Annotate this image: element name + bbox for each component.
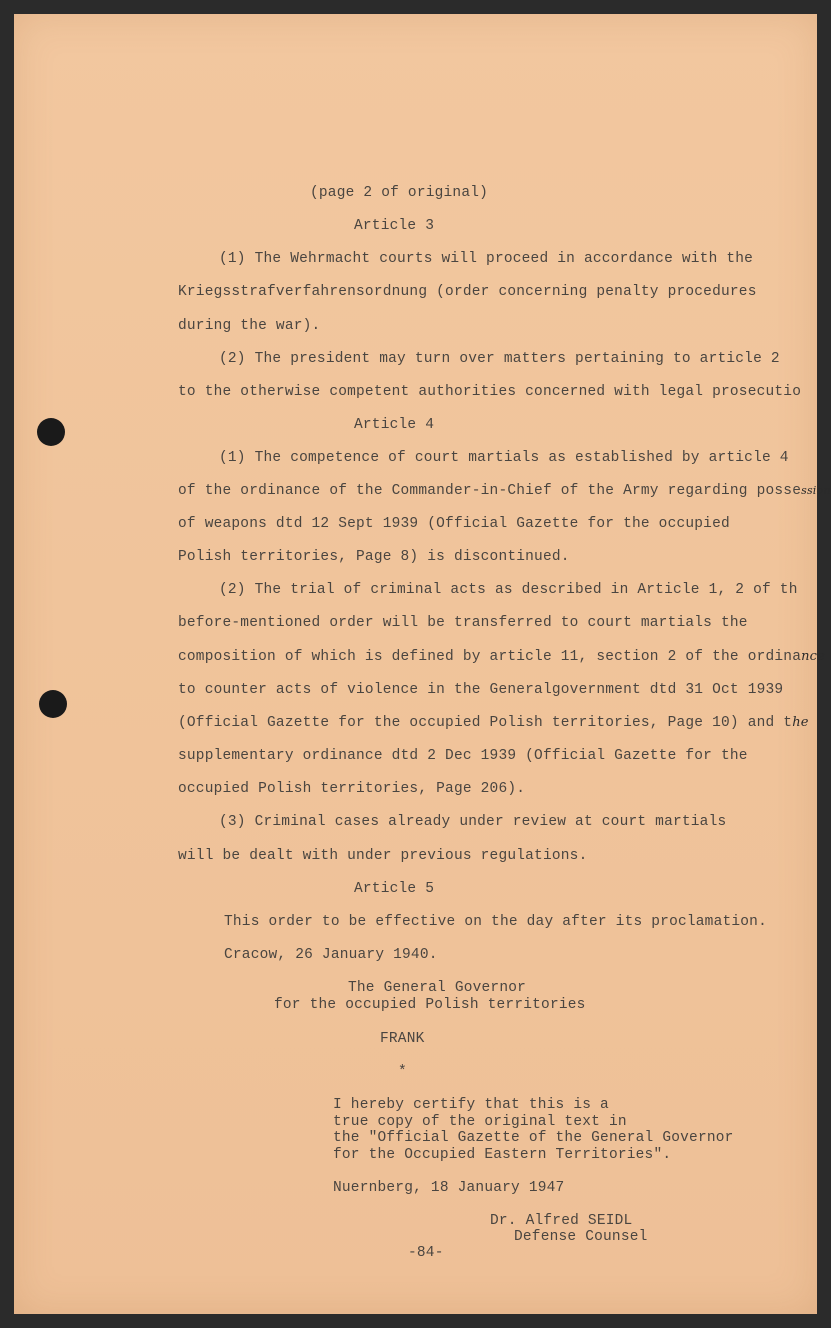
certification-line3: the "Official Gazette of the General Governor <box>333 1130 734 1146</box>
counsel-name: Dr. Alfred SEIDL <box>490 1213 633 1229</box>
article-4-p2-line5 <box>178 714 809 732</box>
signatory-line1: The General Governor <box>348 980 527 996</box>
article-4-p3-line2: will be dealt with under previous regulations. <box>178 848 588 864</box>
article-3-p2-line1: (2) The president may turn over matters pertaining to article 2 <box>219 351 780 367</box>
handwritten-correction: ssion <box>801 484 831 497</box>
article-4-p2-line4: to counter acts of violence in the Generalgovernment dtd 31 Oct 1939 <box>178 682 784 698</box>
article-5-heading: Article 5 <box>354 881 435 897</box>
handwritten-correction: nce <box>801 649 826 664</box>
signatory-line2: for the occupied Polish territories <box>274 997 586 1013</box>
handwritten-correction: he <box>792 715 809 730</box>
counsel-title: Defense Counsel <box>514 1229 648 1245</box>
place-date: Cracow, 26 January 1940. <box>224 947 438 963</box>
article-4-p1-line2-typed: of the ordinance of the Commander-in-Chief of the Army regarding posse <box>178 483 802 499</box>
article-4-p1-line2 <box>178 482 831 500</box>
article-4-p1-line4: Polish territories, Page 8) is discontinued. <box>178 549 570 565</box>
article-4-p1-line1: (1) The competence of court martials as established by article 4 <box>219 450 789 466</box>
article-4-p2-line7: occupied Polish territories, Page 206). <box>178 781 526 797</box>
certification-line4: for the Occupied Eastern Territories". <box>333 1147 672 1163</box>
separator-asterisk: * <box>398 1064 407 1080</box>
certification-place-date: Nuernberg, 18 January 1947 <box>333 1180 565 1196</box>
document-page <box>14 14 831 1314</box>
article-3-p1-line2: Kriegsstrafverfahrensordnung (order concerning penalty procedures <box>178 284 757 300</box>
article-4-p2-line1: (2) The trial of criminal acts as described in Article 1, 2 of th <box>219 582 798 598</box>
article-4-p1-line3: of weapons dtd 12 Sept 1939 (Official Gazette for the occupied <box>178 516 730 532</box>
article-4-p2-line5-typed: (Official Gazette for the occupied Polish territories, Page 10) and t <box>178 715 793 731</box>
signatory-name: FRANK <box>380 1031 425 1047</box>
article-5-text: This order to be effective on the day after its proclamation. <box>224 914 767 930</box>
article-3-p2-line2: to the otherwise competent authorities concerned with legal prosecutio <box>178 384 802 400</box>
certification-line1: I hereby certify that this is a <box>333 1097 609 1113</box>
article-3-p1-line3: during the war). <box>178 318 321 334</box>
article-4-p2-line3-typed: composition of which is defined by article 11, section 2 of the ordina <box>178 649 802 665</box>
punch-hole-lower <box>39 690 67 718</box>
punch-hole-upper <box>37 418 65 446</box>
article-4-p3-line1: (3) Criminal cases already under review at court martials <box>219 814 727 830</box>
article-4-p2-line2: before-mentioned order will be transferred to court martials the <box>178 615 748 631</box>
page-header: (page 2 of original) <box>310 185 489 201</box>
article-3-p1-line1: (1) The Wehrmacht courts will proceed in accordance with the <box>219 251 754 267</box>
article-4-heading: Article 4 <box>354 417 435 433</box>
article-3-heading: Article 3 <box>354 218 435 234</box>
page-number: -84- <box>408 1245 444 1261</box>
article-4-p2-line6: supplementary ordinance dtd 2 Dec 1939 (Official Gazette for the <box>178 748 748 764</box>
article-4-p2-line3 <box>178 648 825 666</box>
certification-line2: true copy of the original text in <box>333 1114 627 1130</box>
